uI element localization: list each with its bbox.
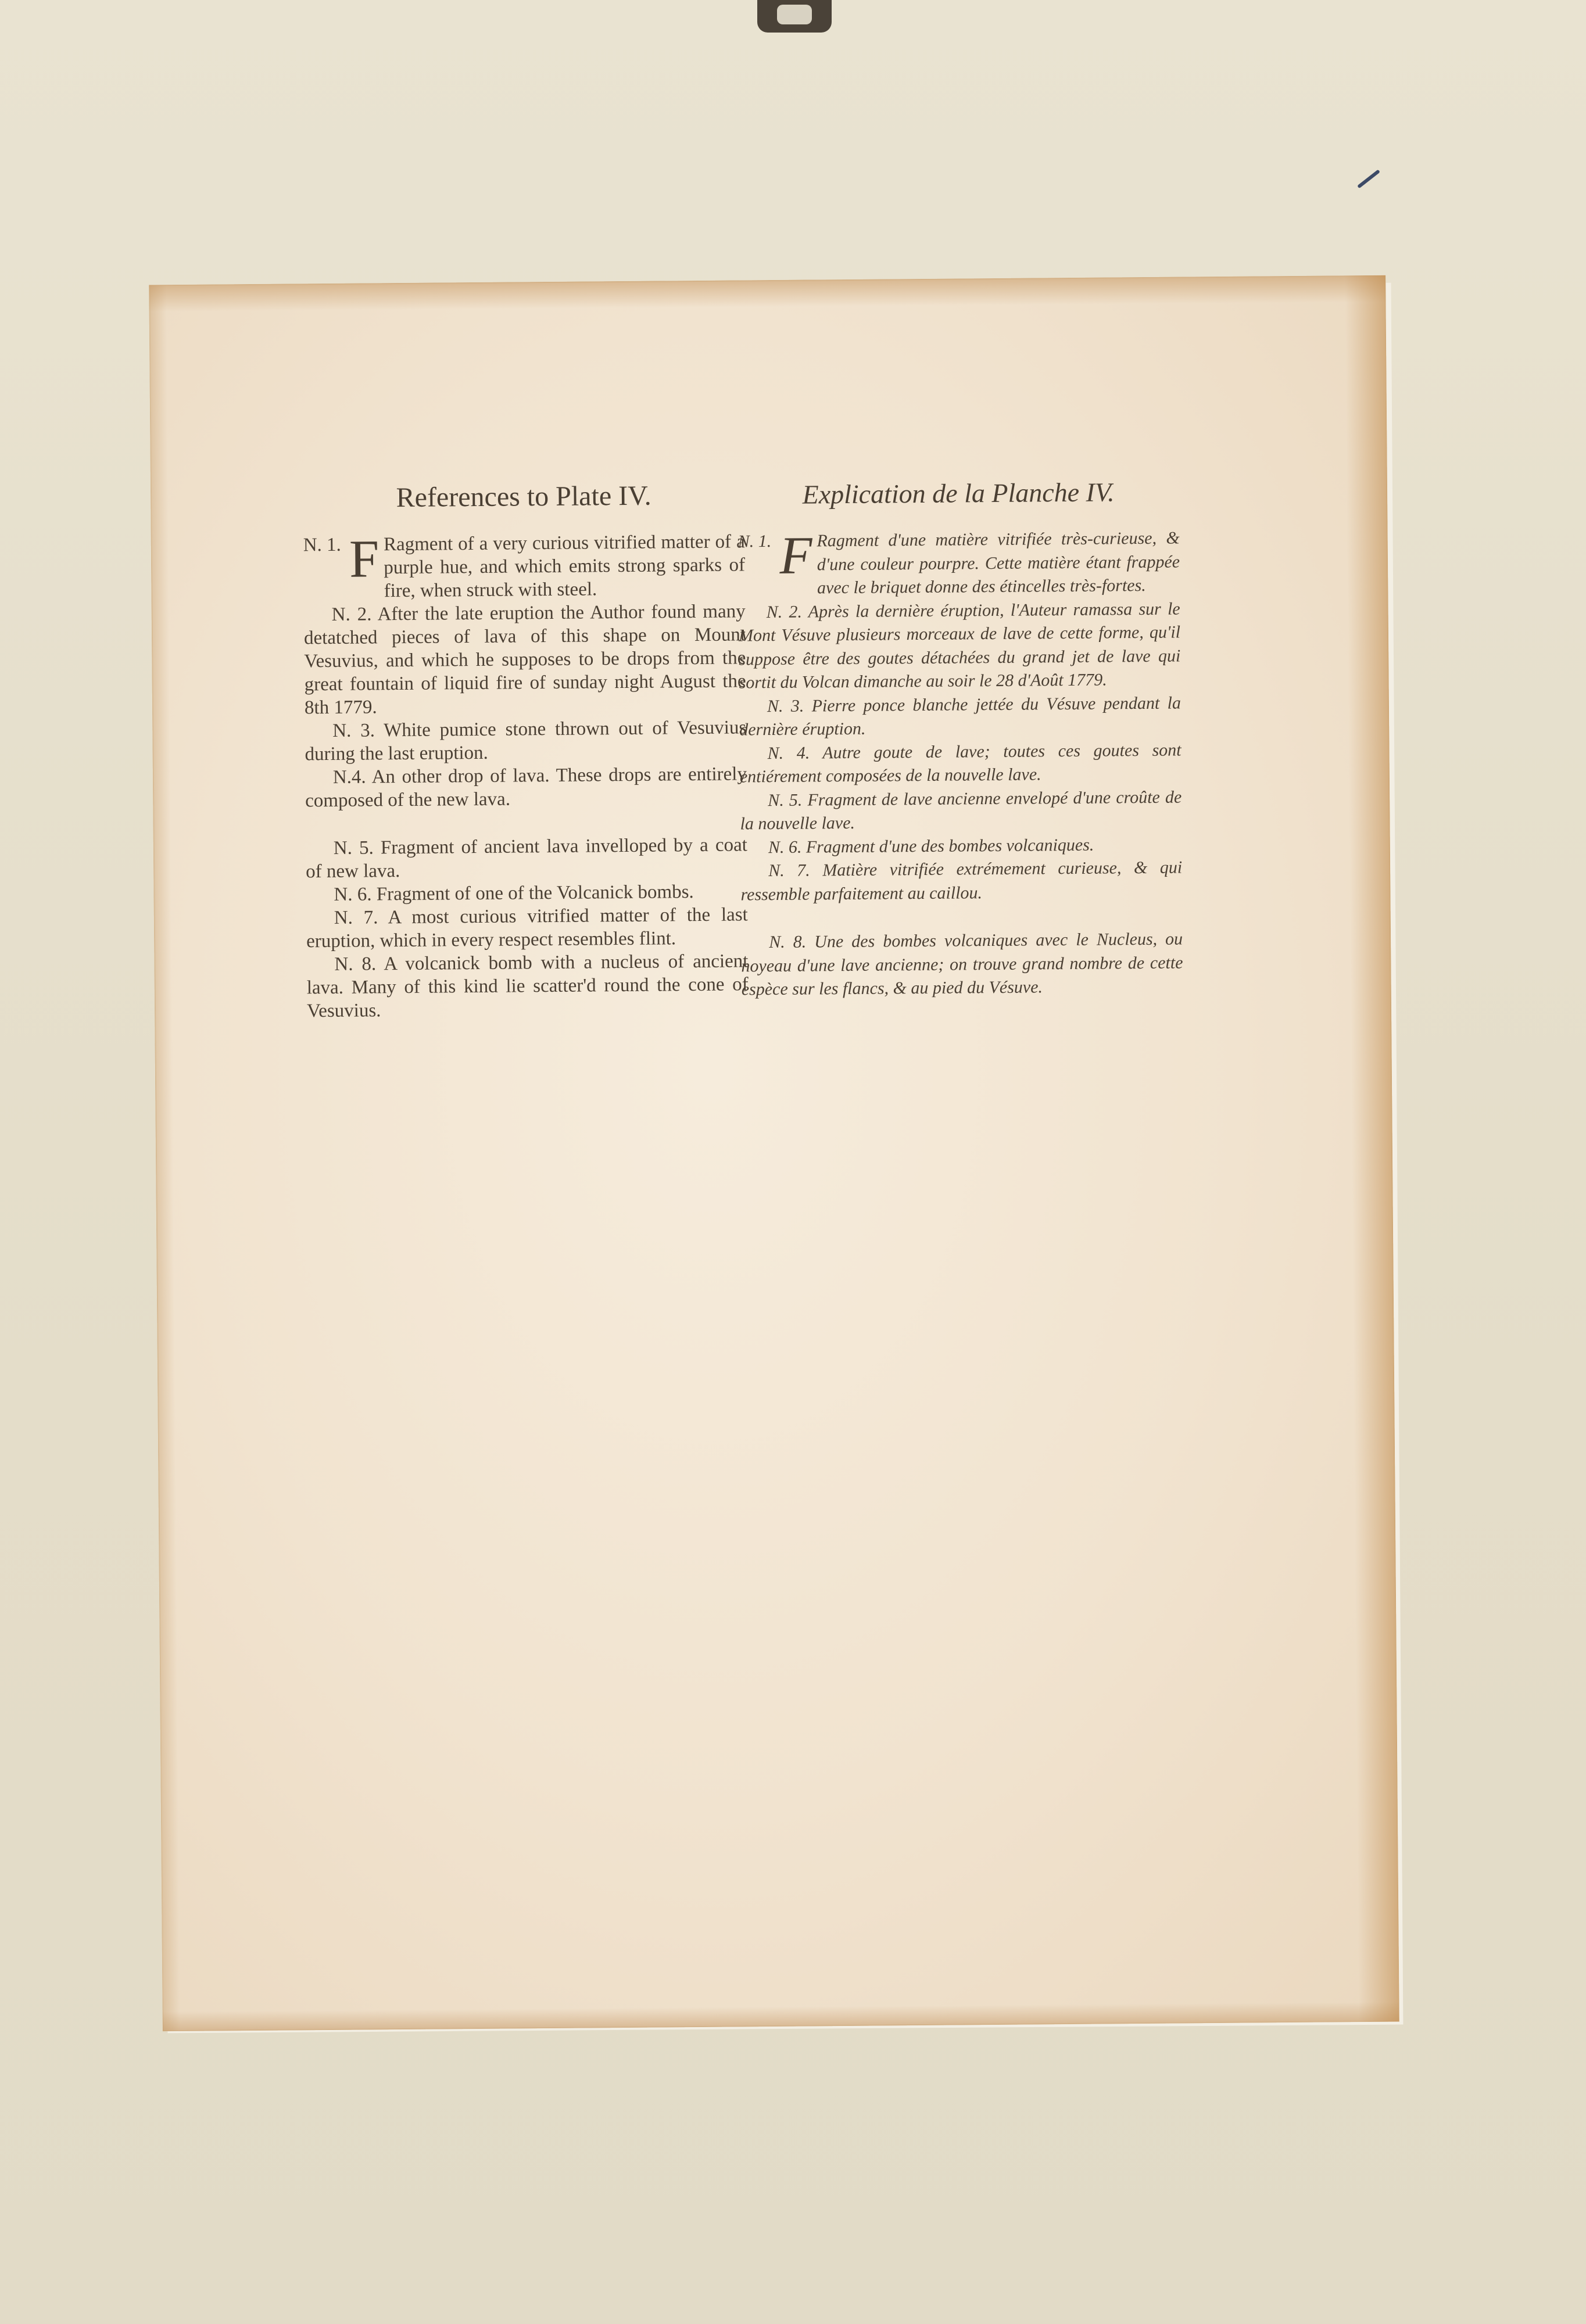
french-column (737, 474, 1183, 1001)
english-heading: References to Plate IV. (396, 480, 651, 514)
entry-number: N. 1. (303, 534, 341, 556)
french-entry-2: N. 2. Après la dernière éruption, l'Auteur ramassa sur le Mont Vésuve plusieurs morceaux de lave de cette forme, qu'il suppose être des goutes détachées du grand jet de lave qui sortit du Volcan dimanche au soir le 28 d'Août 1779. (738, 598, 1181, 693)
french-heading: Explication de la Planche IV. (802, 477, 1115, 510)
hanging-clip (757, 0, 832, 33)
french-entry-8: N. 8. Une des bombes volcaniques avec le Nucleus, ou noyeau d'une lave ancienne; on trouve grand nombre de cette espèce sur les flancs, & au pied du Vésuve. (741, 929, 1183, 999)
pencil-mark (1357, 169, 1380, 188)
french-entry-1 (738, 526, 1180, 600)
document-sheet (149, 275, 1399, 2032)
french-entry-5: N. 5. Fragment de lave ancienne envelopé d'une croûte de la nouvelle lave. (740, 787, 1182, 834)
english-entry-3: N. 3. White pumice stone thrown out of Vesuvius during the last eruption. (305, 717, 747, 765)
french-entry-7: N. 7. Matière vitrifiée extrémement curieuse, & qui ressemble parfaitement au caillou. (740, 858, 1183, 904)
english-column (303, 478, 749, 1023)
french-entry-3: N. 3. Pierre ponce blanche jettée du Vésuve pendant la dernière éruption. (739, 693, 1182, 740)
french-entry-6: N. 6. Fragment d'une des bombes volcaniques. (768, 835, 1094, 857)
entry-text: Ragment of a very curious vitrified matter of a purple hue, and which emits strong sparks of fire, when struck with steel. (383, 531, 746, 602)
english-entry-8: N. 8. A volcanick bomb with a nucleus of ancient lava. Many of this kind lie scatter'd round the cone of Vesuvius. (306, 951, 749, 1022)
french-entry-4: N. 4. Autre goute de lave; toutes ces goutes sont entiérement composées de la nouvelle lave. (739, 740, 1182, 787)
drop-cap: F (349, 529, 380, 589)
entry-text: Ragment d'une matière vitrifiée très-curieuse, & d'une couleur pourpre. Cette matière étant frappée avec le briquet donne des étincelles très-fortes. (817, 528, 1180, 598)
foxing-left (149, 285, 180, 2031)
english-entry-7: N. 7. A most curious vitrified matter of the last eruption, which in every respect resembles flint. (306, 904, 748, 952)
drop-cap: F (779, 525, 813, 585)
english-entry-5: N. 5. Fragment of ancient lava invelloped by a coat of new lava. (306, 834, 747, 883)
entry-number: N. 1. (737, 532, 772, 551)
english-entry-6: N. 6. Fragment of one of the Volcanick bombs. (334, 881, 694, 905)
english-entry-1 (303, 530, 746, 603)
english-entry-4: N.4. An other drop of lava. These drops are entirely composed of the new lava. (305, 763, 747, 812)
english-entry-2: N. 2. After the late eruption the Author found many detatched pieces of lava of this shape on Mount Vesuvius, and which he supposes to be drops from the great fountain of liquid fire of sunday night August the 8th 1779. (303, 601, 746, 719)
